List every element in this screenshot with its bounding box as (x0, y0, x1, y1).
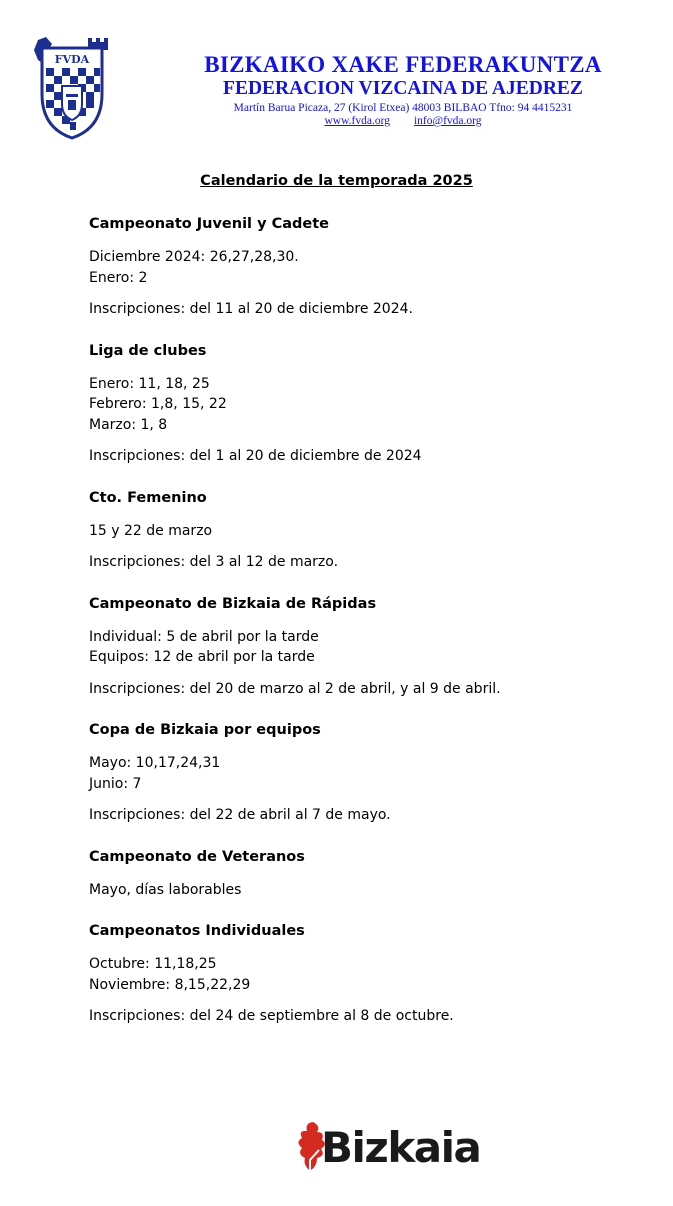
section-title: Cto. Femenino (89, 489, 207, 506)
contact-links (130, 115, 673, 128)
section-title: Liga de clubes (89, 342, 207, 359)
section-paragraph (89, 954, 649, 995)
calendar-title: Calendario de la temporada 2025 (200, 173, 473, 189)
section-paragraph (89, 299, 649, 320)
paragraph-line: 15 y 22 de marzo (89, 522, 213, 539)
calendar-section (89, 922, 649, 1027)
federation-address: Martín Barua Picaza, 27 (Kirol Etxea) 48003 BILBAO Tfno: 94 4415231 (233, 102, 573, 114)
section-title: Campeonato de Veteranos (89, 848, 305, 865)
section-title: Campeonato Juvenil y Cadete (89, 216, 329, 232)
section-paragraph (89, 247, 649, 288)
paragraph-line: Inscripciones: del 11 al 20 de diciembre 2024. (89, 301, 413, 317)
section-paragraph (89, 627, 649, 668)
section-paragraph (89, 753, 649, 794)
section-paragraph (89, 679, 649, 700)
section-paragraph (89, 552, 649, 573)
bizkaia-wordmark: Bizkaia (321, 1123, 481, 1172)
calendar-section (89, 215, 649, 320)
paragraph-line: Diciembre 2024: 26,27,28,30. (89, 249, 299, 265)
paragraph-line: Enero: 2 (89, 269, 148, 286)
paragraph-line: Mayo: 10,17,24,31 (89, 755, 221, 771)
federation-name-basque: BIZKAIKO XAKE FEDERAKUNTZA (204, 52, 602, 77)
section-title: Copa de Bizkaia por equipos (89, 722, 321, 738)
section-title: Campeonatos Individuales (89, 923, 305, 939)
federation-name-spanish: FEDERACION VIZCAINA DE AJEDREZ (223, 78, 583, 99)
calendar-sections (89, 215, 649, 1049)
section-title: Campeonato de Bizkaia de Rápidas (89, 595, 377, 612)
paragraph-line: Marzo: 1, 8 (89, 416, 168, 433)
paragraph-line: Febrero: 1,8, 15, 22 (89, 396, 227, 412)
bizkaia-brand-logo (295, 1118, 485, 1178)
paragraph-line: Equipos: 12 de abril por la tarde (89, 649, 315, 665)
calendar-section (89, 721, 649, 826)
section-paragraph (89, 446, 649, 467)
paragraph-line: Mayo, días laborables (89, 881, 242, 898)
section-paragraph (89, 521, 649, 542)
section-paragraph (89, 880, 649, 901)
calendar-section (89, 848, 649, 901)
section-paragraph (89, 805, 649, 826)
paragraph-line: Inscripciones: del 24 de septiembre al 8 de octubre. (89, 1008, 454, 1024)
paragraph-line: Inscripciones: del 22 de abril al 7 de mayo. (89, 807, 391, 823)
section-paragraph (89, 374, 649, 436)
section-paragraph (89, 1006, 649, 1027)
paragraph-line: Octubre: 11,18,25 (89, 956, 217, 972)
paragraph-line: Individual: 5 de abril por la tarde (89, 628, 319, 645)
paragraph-line: Inscripciones: del 1 al 20 de diciembre de 2024 (89, 448, 422, 464)
email-link[interactable]: info@fvda.org (413, 115, 482, 127)
calendar-section (89, 489, 649, 573)
paragraph-line: Enero: 11, 18, 25 (89, 375, 210, 392)
letterhead (130, 52, 673, 128)
crest-lettering: FVDA (54, 53, 90, 66)
paragraph-line: Noviembre: 8,15,22,29 (89, 976, 251, 993)
paragraph-line: Junio: 7 (89, 775, 142, 792)
calendar-section (89, 595, 649, 700)
paragraph-line: Inscripciones: del 20 de marzo al 2 de abril, y al 9 de abril. (89, 680, 501, 697)
paragraph-line: Inscripciones: del 3 al 12 de marzo. (89, 554, 339, 570)
calendar-section (89, 342, 649, 467)
federation-crest-logo (32, 36, 112, 140)
website-link[interactable]: www.fvda.org (324, 115, 390, 127)
